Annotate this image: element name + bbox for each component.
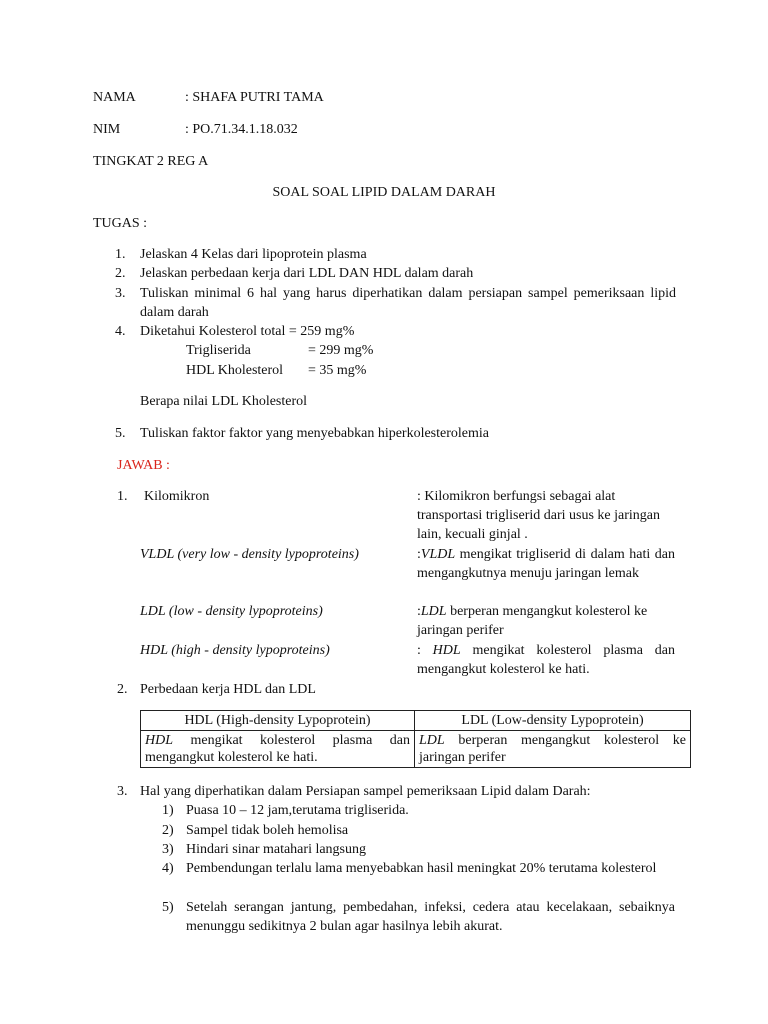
question-number: 5. [115,426,126,441]
nama-value: : SHAFA PUTRI TAMA [185,90,324,105]
list-item-number: 1) [162,803,174,818]
answer-number: 1. [117,489,128,504]
list-item: Puasa 10 – 12 jam,terutama trigliserida. [186,803,409,818]
term-kilomikron: Kilomikron [144,489,210,504]
document-title: SOAL SOAL LIPID DALAM DARAH [272,185,496,200]
nama-label: NAMA [93,90,136,105]
term-ldl: LDL (low - density lypoproteins) [140,604,323,619]
list-item: Hindari sinar matahari langsung [186,842,367,857]
list-item: Setelah serangan jantung, pembedahan, infeksi, cedera atau kecelakaan, sebaiknya menunggu sedikitnya 2 bulan agar hasilnya lebih akurat. [186,900,675,934]
list-item-number: 4) [162,861,174,876]
hdl-label: HDL Kholesterol [186,363,284,378]
hdl-value: = 35 mg% [308,363,367,378]
table-cell-ldl: LDL berperan mengangkut kolesterol ke jaringan perifer [415,731,691,768]
table-header-hdl: HDL (High-density Lypoprotein) [141,711,415,731]
table-row [141,731,691,768]
question-number: 3. [115,286,126,301]
list-item: Pembendungan terlalu lama menyebabkan hasil meningkat 20% terutama kolesterol [186,861,657,876]
question-number: 2. [115,266,126,281]
question-text: Jelaskan 4 Kelas dari lipoprotein plasma [140,247,367,262]
answer2-text: Perbedaan kerja HDL dan LDL [140,682,316,697]
question-number: 1. [115,247,126,262]
def-ldl: :LDL berperan mengangkut kolesterol ke jaringan perifer [417,604,648,638]
list-item: Sampel tidak boleh hemolisa [186,823,349,838]
nim-label: NIM [93,122,121,137]
jawab-label: JAWAB : [117,458,170,473]
answer-number: 3. [117,784,128,799]
answer-number: 2. [117,682,128,697]
table-cell-hdl: HDL mengikat kolesterol plasma dan mengangkut kolesterol ke hati. [141,731,415,768]
question-text: Tuliskan minimal 6 hal yang harus diperhatikan dalam persiapan sampel pemeriksaan lipid dalam darah [140,286,676,320]
tingkat-label: TINGKAT 2 REG A [93,154,209,169]
trigliserida-value: = 299 mg% [308,343,374,358]
nim-value: : PO.71.34.1.18.032 [185,122,298,137]
table-header-row [141,711,691,731]
comparison-table [140,710,691,768]
answer3-text: Hal yang diperhatikan dalam Persiapan sampel pemeriksaan Lipid dalam Darah: [140,784,591,799]
def-kilomikron: : Kilomikron berfungsi sebagai alat transportasi trigliserid dari usus ke jaringan lain, kecuali ginjal . [417,489,660,542]
list-item-number: 2) [162,823,174,838]
trigliserida-label: Trigliserida [186,343,251,358]
list-item-number: 5) [162,900,174,915]
list-item-number: 3) [162,842,174,857]
question-text: Jelaskan perbedaan kerja dari LDL DAN HDL dalam darah [140,266,474,281]
ldl-question: Berapa nilai LDL Kholesterol [140,394,308,409]
def-hdl: : HDL mengikat kolesterol plasma dan mengangkut kolesterol ke hati. [417,643,675,677]
question-text: Diketahui Kolesterol total = 259 mg% [140,324,355,339]
def-vldl: :VLDL mengikat trigliserid di dalam hati dan mengangkutnya menuju jaringan lemak [417,547,675,581]
term-vldl: VLDL (very low - density lypoproteins) [140,547,359,562]
question-number: 4. [115,324,126,339]
question-text: Tuliskan faktor faktor yang menyebabkan hiperkolesterolemia [140,426,489,441]
tugas-label: TUGAS : [93,216,148,231]
table-header-ldl: LDL (Low-density Lypoprotein) [415,711,691,731]
term-hdl: HDL (high - density lypoproteins) [140,643,330,658]
